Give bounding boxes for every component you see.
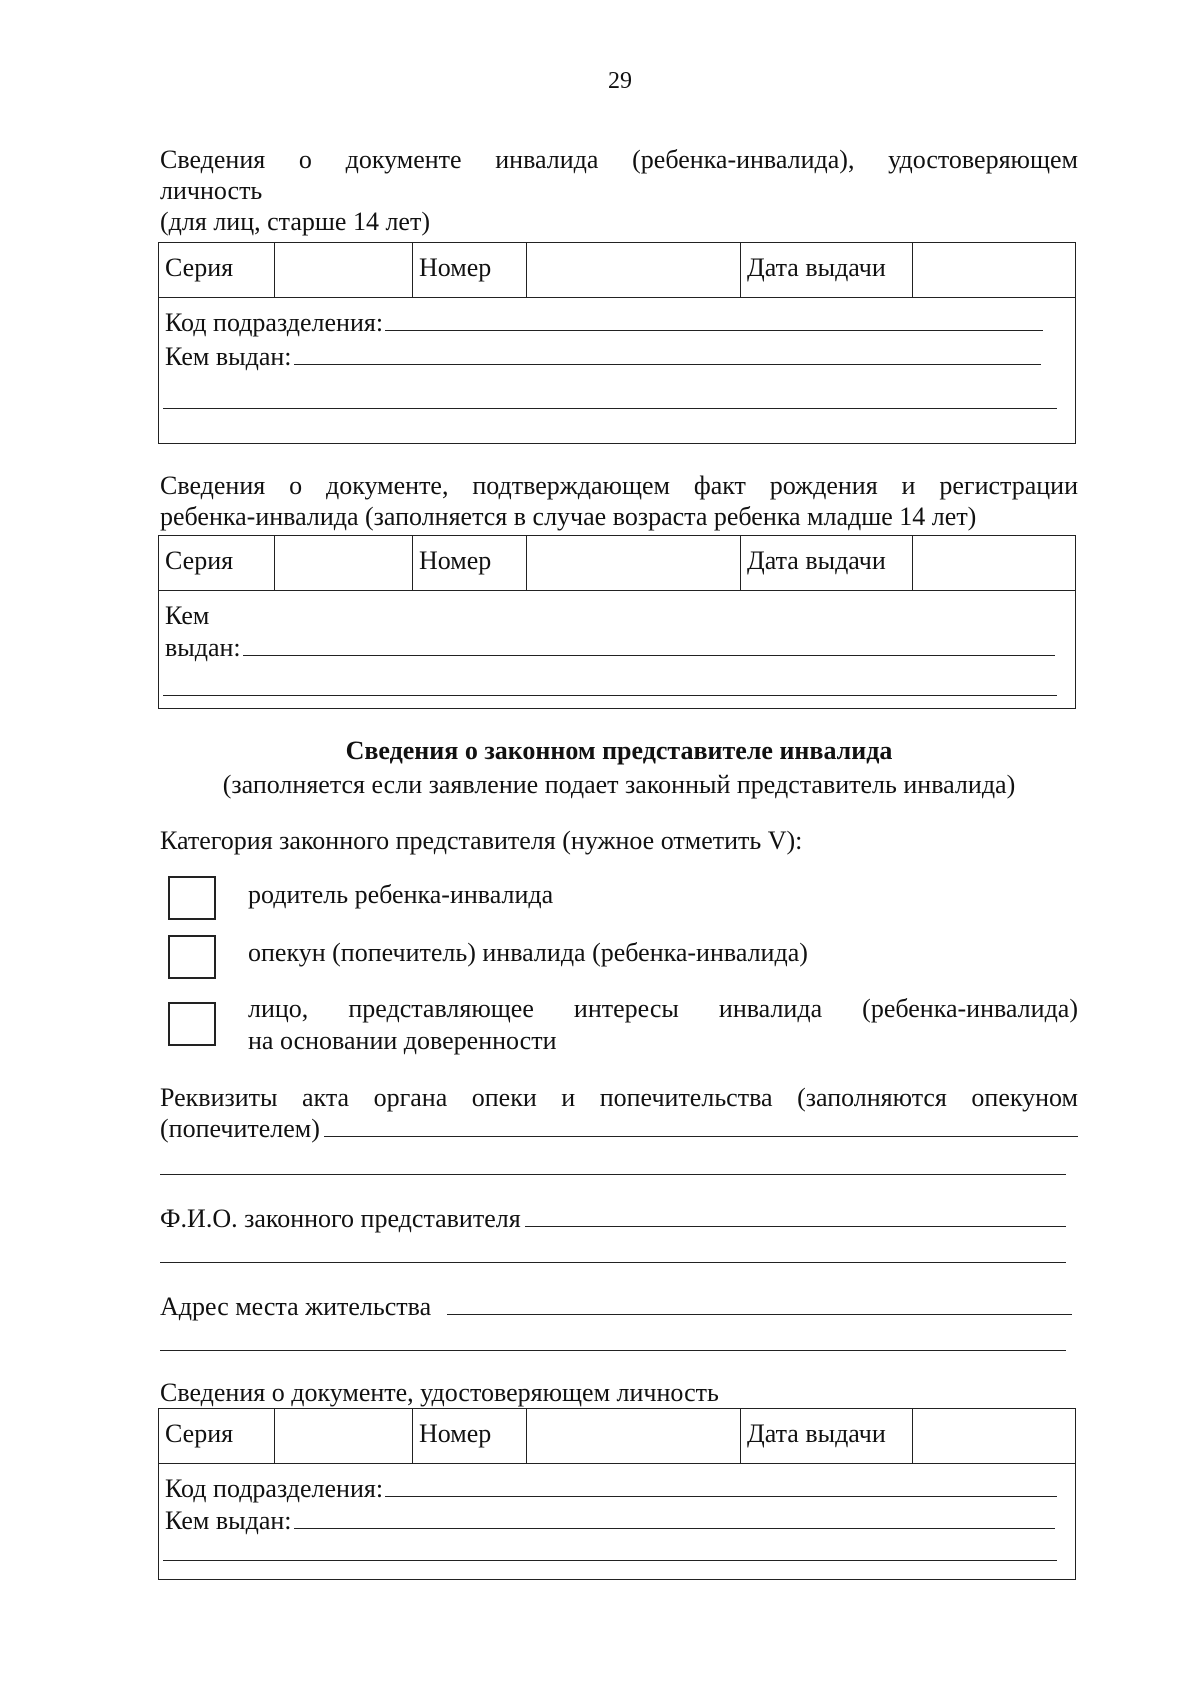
address-field[interactable] [447,1292,1072,1315]
kod-podrazdeleniya-row [165,308,1043,338]
kem-vydan-row [165,1506,1055,1536]
seria-field[interactable] [275,243,413,297]
kem-label: Кем [165,601,210,630]
table-header-row [159,243,1075,298]
data-vydachi-field[interactable] [913,536,1075,590]
data-vydachi-label: Дата выдачи [741,536,913,590]
kod-podrazdeleniya-label: Код подразделения: [165,1474,384,1503]
kem-vydan-row [165,342,1041,372]
checkbox-parent[interactable] [168,876,216,920]
seria-label: Серия [159,536,275,590]
table-header-row [159,1409,1075,1464]
fio-row [160,1204,1066,1234]
kod-podrazdeleniya-label: Код подразделения: [165,308,384,337]
address-row [160,1292,1072,1322]
kem-vydan-continuation-line[interactable] [163,1560,1057,1561]
option-guardian-label: опекун (попечитель) инвалида (ребенка-инвалида) [248,938,808,967]
section2-heading-line2: ребенка-инвалида (заполняется в случае возраста ребенка младше 14 лет) [160,502,977,531]
guardianship-act-line2: (попечителем) [160,1114,320,1143]
representative-subtitle: (заполняется если заявление подает законный представитель инвалида) [222,770,1016,799]
fio-continuation-line[interactable] [160,1262,1066,1263]
category-prompt: Категория законного представителя (нужное отметить V): [160,826,803,855]
vydan-label: выдан: [165,633,241,662]
address-label: Адрес места жительства [160,1292,432,1321]
guardianship-act-field[interactable] [324,1114,1078,1137]
nomer-label: Номер [413,1409,527,1463]
fio-field[interactable] [525,1204,1066,1227]
data-vydachi-label: Дата выдачи [741,243,913,297]
vydan-row [165,633,1055,663]
id-doc-heading: Сведения о документе, удостоверяющем личность [160,1378,719,1407]
vydan-field[interactable] [243,633,1055,656]
vydan-continuation-line[interactable] [163,695,1057,696]
seria-field[interactable] [275,536,413,590]
nomer-label: Номер [413,536,527,590]
kem-vydan-field[interactable] [294,342,1042,365]
table-body [159,298,1075,444]
kod-podrazdeleniya-field[interactable] [385,1474,1057,1497]
nomer-field[interactable] [527,243,741,297]
section1-id-table [158,242,1076,444]
kem-vydan-field[interactable] [294,1506,1056,1529]
representative-id-table [158,1408,1076,1580]
section1-note: (для лиц, старше 14 лет) [160,207,430,236]
checkbox-guardian[interactable] [168,935,216,979]
option-proxy-label-line1: лицо, представляющее интересы инвалида (ребенка-инвалида) [248,994,1078,1023]
fio-label: Ф.И.О. законного представителя [160,1204,521,1233]
nomer-field[interactable] [527,1409,741,1463]
checkbox-proxy[interactable] [168,1002,216,1046]
data-vydachi-label: Дата выдачи [741,1409,913,1463]
seria-label: Серия [159,243,275,297]
guardianship-act-continuation-line[interactable] [160,1174,1066,1175]
section1-heading-line1: Сведения о документе инвалида (ребенка-инвалида), удостоверяющем [160,145,1078,174]
section2-heading-line1: Сведения о документе, подтверждающем факт рождения и регистрации [160,471,1078,500]
representative-title: Сведения о законном представителе инвалида [345,736,893,765]
kem-vydan-label: Кем выдан: [165,1506,292,1535]
kod-podrazdeleniya-field[interactable] [385,308,1043,331]
table-header-row [159,536,1075,591]
guardianship-act-line1: Реквизиты акта органа опеки и попечительства (заполняются опекуном [160,1083,1078,1112]
section2-birth-doc-table [158,535,1076,709]
kem-vydan-continuation-line[interactable] [163,408,1057,409]
address-continuation-line[interactable] [160,1350,1066,1351]
page-number: 29 [608,68,632,94]
data-vydachi-field[interactable] [913,243,1075,297]
guardianship-act-row [160,1114,1078,1144]
data-vydachi-field[interactable] [913,1409,1075,1463]
option-proxy-label-line2: на основании доверенности [248,1026,557,1055]
nomer-field[interactable] [527,536,741,590]
option-parent-label: родитель ребенка-инвалида [248,880,554,909]
kod-podrazdeleniya-row [165,1474,1057,1504]
table-body [159,1464,1075,1580]
kem-vydan-label: Кем выдан: [165,342,292,371]
nomer-label: Номер [413,243,527,297]
section1-heading-line2: личность [160,176,263,205]
seria-field[interactable] [275,1409,413,1463]
seria-label: Серия [159,1409,275,1463]
table-body [159,591,1075,709]
